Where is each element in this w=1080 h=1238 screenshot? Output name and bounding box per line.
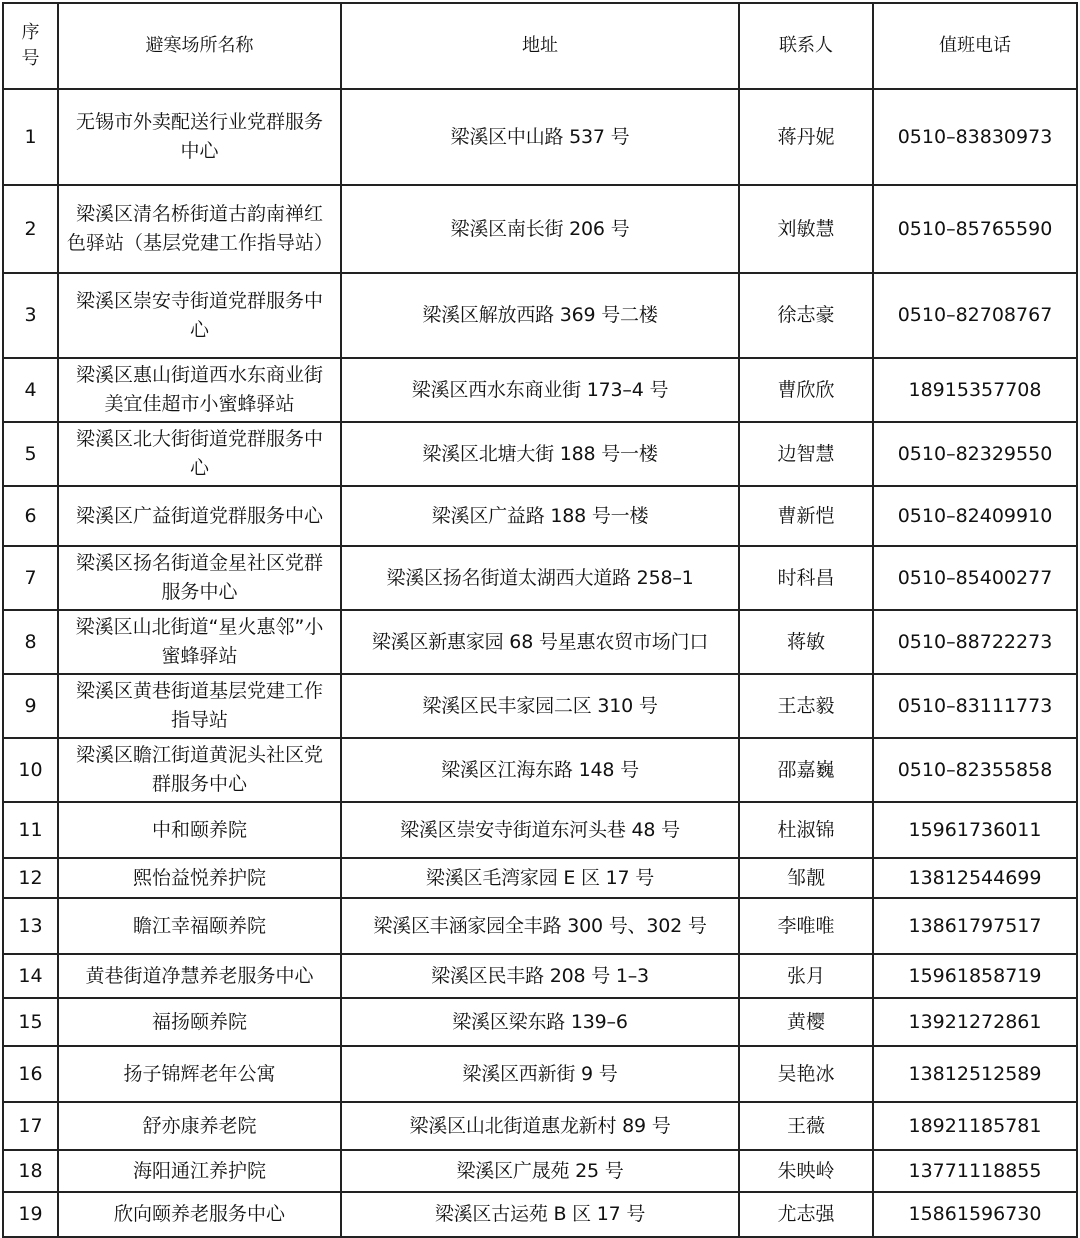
cell-contact: 蒋丹妮 bbox=[739, 89, 873, 185]
cell-name: 福扬颐养院 bbox=[58, 998, 341, 1046]
table-row bbox=[3, 1192, 1077, 1237]
cell-phone: 0510–82329550 bbox=[873, 422, 1077, 486]
cell-no: 10 bbox=[3, 738, 58, 802]
header-name: 避寒场所名称 bbox=[58, 3, 341, 89]
cell-address: 梁溪区扬名街道太湖西大道路 258–1 bbox=[341, 546, 739, 610]
table-row bbox=[3, 674, 1077, 738]
cell-address: 梁溪区解放西路 369 号二楼 bbox=[341, 273, 739, 358]
cell-contact: 刘敏慧 bbox=[739, 185, 873, 273]
cell-name: 梁溪区崇安寺街道党群服务中心 bbox=[58, 273, 341, 358]
cell-contact: 王薇 bbox=[739, 1102, 873, 1150]
table-row bbox=[3, 898, 1077, 954]
cell-no: 6 bbox=[3, 486, 58, 546]
cell-name: 梁溪区山北街道“星火惠邻”小蜜蜂驿站 bbox=[58, 610, 341, 674]
cell-phone: 15961858719 bbox=[873, 954, 1077, 998]
table-row bbox=[3, 858, 1077, 898]
cell-no: 1 bbox=[3, 89, 58, 185]
cell-phone: 0510–83111773 bbox=[873, 674, 1077, 738]
cell-address: 梁溪区山北街道惠龙新村 89 号 bbox=[341, 1102, 739, 1150]
cell-address: 梁溪区崇安寺街道东河头巷 48 号 bbox=[341, 802, 739, 858]
cell-name: 海阳通江养护院 bbox=[58, 1150, 341, 1192]
cell-no: 19 bbox=[3, 1192, 58, 1237]
cell-phone: 13812512589 bbox=[873, 1046, 1077, 1102]
cell-address: 梁溪区西水东商业街 173–4 号 bbox=[341, 358, 739, 422]
cell-phone: 15861596730 bbox=[873, 1192, 1077, 1237]
table-row bbox=[3, 486, 1077, 546]
cell-contact: 曹新恺 bbox=[739, 486, 873, 546]
cell-contact: 曹欣欣 bbox=[739, 358, 873, 422]
cell-contact: 蒋敏 bbox=[739, 610, 873, 674]
cell-contact: 杜淑锦 bbox=[739, 802, 873, 858]
cell-name: 熙怡益悦养护院 bbox=[58, 858, 341, 898]
cell-contact: 朱映岭 bbox=[739, 1150, 873, 1192]
cell-address: 梁溪区古运苑 B 区 17 号 bbox=[341, 1192, 739, 1237]
table-row bbox=[3, 1046, 1077, 1102]
header-row bbox=[3, 3, 1077, 89]
cell-no: 16 bbox=[3, 1046, 58, 1102]
cell-contact: 李唯唯 bbox=[739, 898, 873, 954]
table-row bbox=[3, 358, 1077, 422]
header-contact: 联系人 bbox=[739, 3, 873, 89]
table-row bbox=[3, 422, 1077, 486]
cell-address: 梁溪区广晟苑 25 号 bbox=[341, 1150, 739, 1192]
cell-address: 梁溪区江海东路 148 号 bbox=[341, 738, 739, 802]
cell-address: 梁溪区中山路 537 号 bbox=[341, 89, 739, 185]
cell-contact: 邹靓 bbox=[739, 858, 873, 898]
cell-contact: 王志毅 bbox=[739, 674, 873, 738]
cell-address: 梁溪区西新街 9 号 bbox=[341, 1046, 739, 1102]
table-row bbox=[3, 738, 1077, 802]
cell-no: 15 bbox=[3, 998, 58, 1046]
cell-no: 13 bbox=[3, 898, 58, 954]
cell-phone: 0510–85400277 bbox=[873, 546, 1077, 610]
cell-no: 7 bbox=[3, 546, 58, 610]
cell-name: 梁溪区惠山街道西水东商业街美宜佳超市小蜜蜂驿站 bbox=[58, 358, 341, 422]
cell-name: 瞻江幸福颐养院 bbox=[58, 898, 341, 954]
cell-address: 梁溪区毛湾家园 E 区 17 号 bbox=[341, 858, 739, 898]
cell-name: 欣向颐养老服务中心 bbox=[58, 1192, 341, 1237]
cell-phone: 0510–82409910 bbox=[873, 486, 1077, 546]
cell-phone: 13812544699 bbox=[873, 858, 1077, 898]
table-row bbox=[3, 546, 1077, 610]
cell-name: 梁溪区清名桥街道古韵南禅红色驿站（基层党建工作指导站） bbox=[58, 185, 341, 273]
cell-no: 2 bbox=[3, 185, 58, 273]
cell-no: 8 bbox=[3, 610, 58, 674]
cell-phone: 18915357708 bbox=[873, 358, 1077, 422]
table-row bbox=[3, 1150, 1077, 1192]
shelter-table bbox=[2, 2, 1078, 1238]
header-address: 地址 bbox=[341, 3, 739, 89]
cell-address: 梁溪区广益路 188 号一楼 bbox=[341, 486, 739, 546]
cell-name: 扬子锦辉老年公寓 bbox=[58, 1046, 341, 1102]
cell-name: 梁溪区扬名街道金星社区党群服务中心 bbox=[58, 546, 341, 610]
table-row bbox=[3, 954, 1077, 998]
cell-no: 3 bbox=[3, 273, 58, 358]
cell-no: 4 bbox=[3, 358, 58, 422]
cell-phone: 0510–82355858 bbox=[873, 738, 1077, 802]
cell-address: 梁溪区丰涵家园全丰路 300 号、302 号 bbox=[341, 898, 739, 954]
header-no: 序 号 bbox=[3, 3, 58, 89]
cell-phone: 13861797517 bbox=[873, 898, 1077, 954]
cell-phone: 0510–83830973 bbox=[873, 89, 1077, 185]
cell-name: 黄巷街道净慧养老服务中心 bbox=[58, 954, 341, 998]
table-row bbox=[3, 89, 1077, 185]
cell-no: 9 bbox=[3, 674, 58, 738]
cell-address: 梁溪区民丰家园二区 310 号 bbox=[341, 674, 739, 738]
cell-contact: 边智慧 bbox=[739, 422, 873, 486]
cell-no: 17 bbox=[3, 1102, 58, 1150]
cell-address: 梁溪区新惠家园 68 号星惠农贸市场门口 bbox=[341, 610, 739, 674]
table-row bbox=[3, 610, 1077, 674]
header-phone: 值班电话 bbox=[873, 3, 1077, 89]
cell-name: 梁溪区黄巷街道基层党建工作指导站 bbox=[58, 674, 341, 738]
cell-contact: 尤志强 bbox=[739, 1192, 873, 1237]
cell-name: 梁溪区瞻江街道黄泥头社区党群服务中心 bbox=[58, 738, 341, 802]
cell-name: 无锡市外卖配送行业党群服务中心 bbox=[58, 89, 341, 185]
cell-phone: 13921272861 bbox=[873, 998, 1077, 1046]
cell-contact: 邵嘉巍 bbox=[739, 738, 873, 802]
table-row bbox=[3, 185, 1077, 273]
cell-address: 梁溪区民丰路 208 号 1–3 bbox=[341, 954, 739, 998]
cell-phone: 13771118855 bbox=[873, 1150, 1077, 1192]
cell-phone: 0510–85765590 bbox=[873, 185, 1077, 273]
cell-phone: 0510–88722273 bbox=[873, 610, 1077, 674]
cell-no: 14 bbox=[3, 954, 58, 998]
cell-phone: 18921185781 bbox=[873, 1102, 1077, 1150]
cell-contact: 时科昌 bbox=[739, 546, 873, 610]
cell-contact: 吴艳冰 bbox=[739, 1046, 873, 1102]
cell-address: 梁溪区北塘大街 188 号一楼 bbox=[341, 422, 739, 486]
cell-no: 18 bbox=[3, 1150, 58, 1192]
cell-phone: 15961736011 bbox=[873, 802, 1077, 858]
cell-no: 5 bbox=[3, 422, 58, 486]
cell-phone: 0510–82708767 bbox=[873, 273, 1077, 358]
table-row bbox=[3, 998, 1077, 1046]
cell-address: 梁溪区梁东路 139–6 bbox=[341, 998, 739, 1046]
cell-contact: 黄樱 bbox=[739, 998, 873, 1046]
table-row bbox=[3, 1102, 1077, 1150]
cell-name: 梁溪区广益街道党群服务中心 bbox=[58, 486, 341, 546]
cell-name: 梁溪区北大街街道党群服务中心 bbox=[58, 422, 341, 486]
cell-name: 舒亦康养老院 bbox=[58, 1102, 341, 1150]
cell-no: 12 bbox=[3, 858, 58, 898]
table-row bbox=[3, 802, 1077, 858]
cell-contact: 张月 bbox=[739, 954, 873, 998]
table-row bbox=[3, 273, 1077, 358]
cell-address: 梁溪区南长街 206 号 bbox=[341, 185, 739, 273]
cell-name: 中和颐养院 bbox=[58, 802, 341, 858]
cell-contact: 徐志豪 bbox=[739, 273, 873, 358]
cell-no: 11 bbox=[3, 802, 58, 858]
